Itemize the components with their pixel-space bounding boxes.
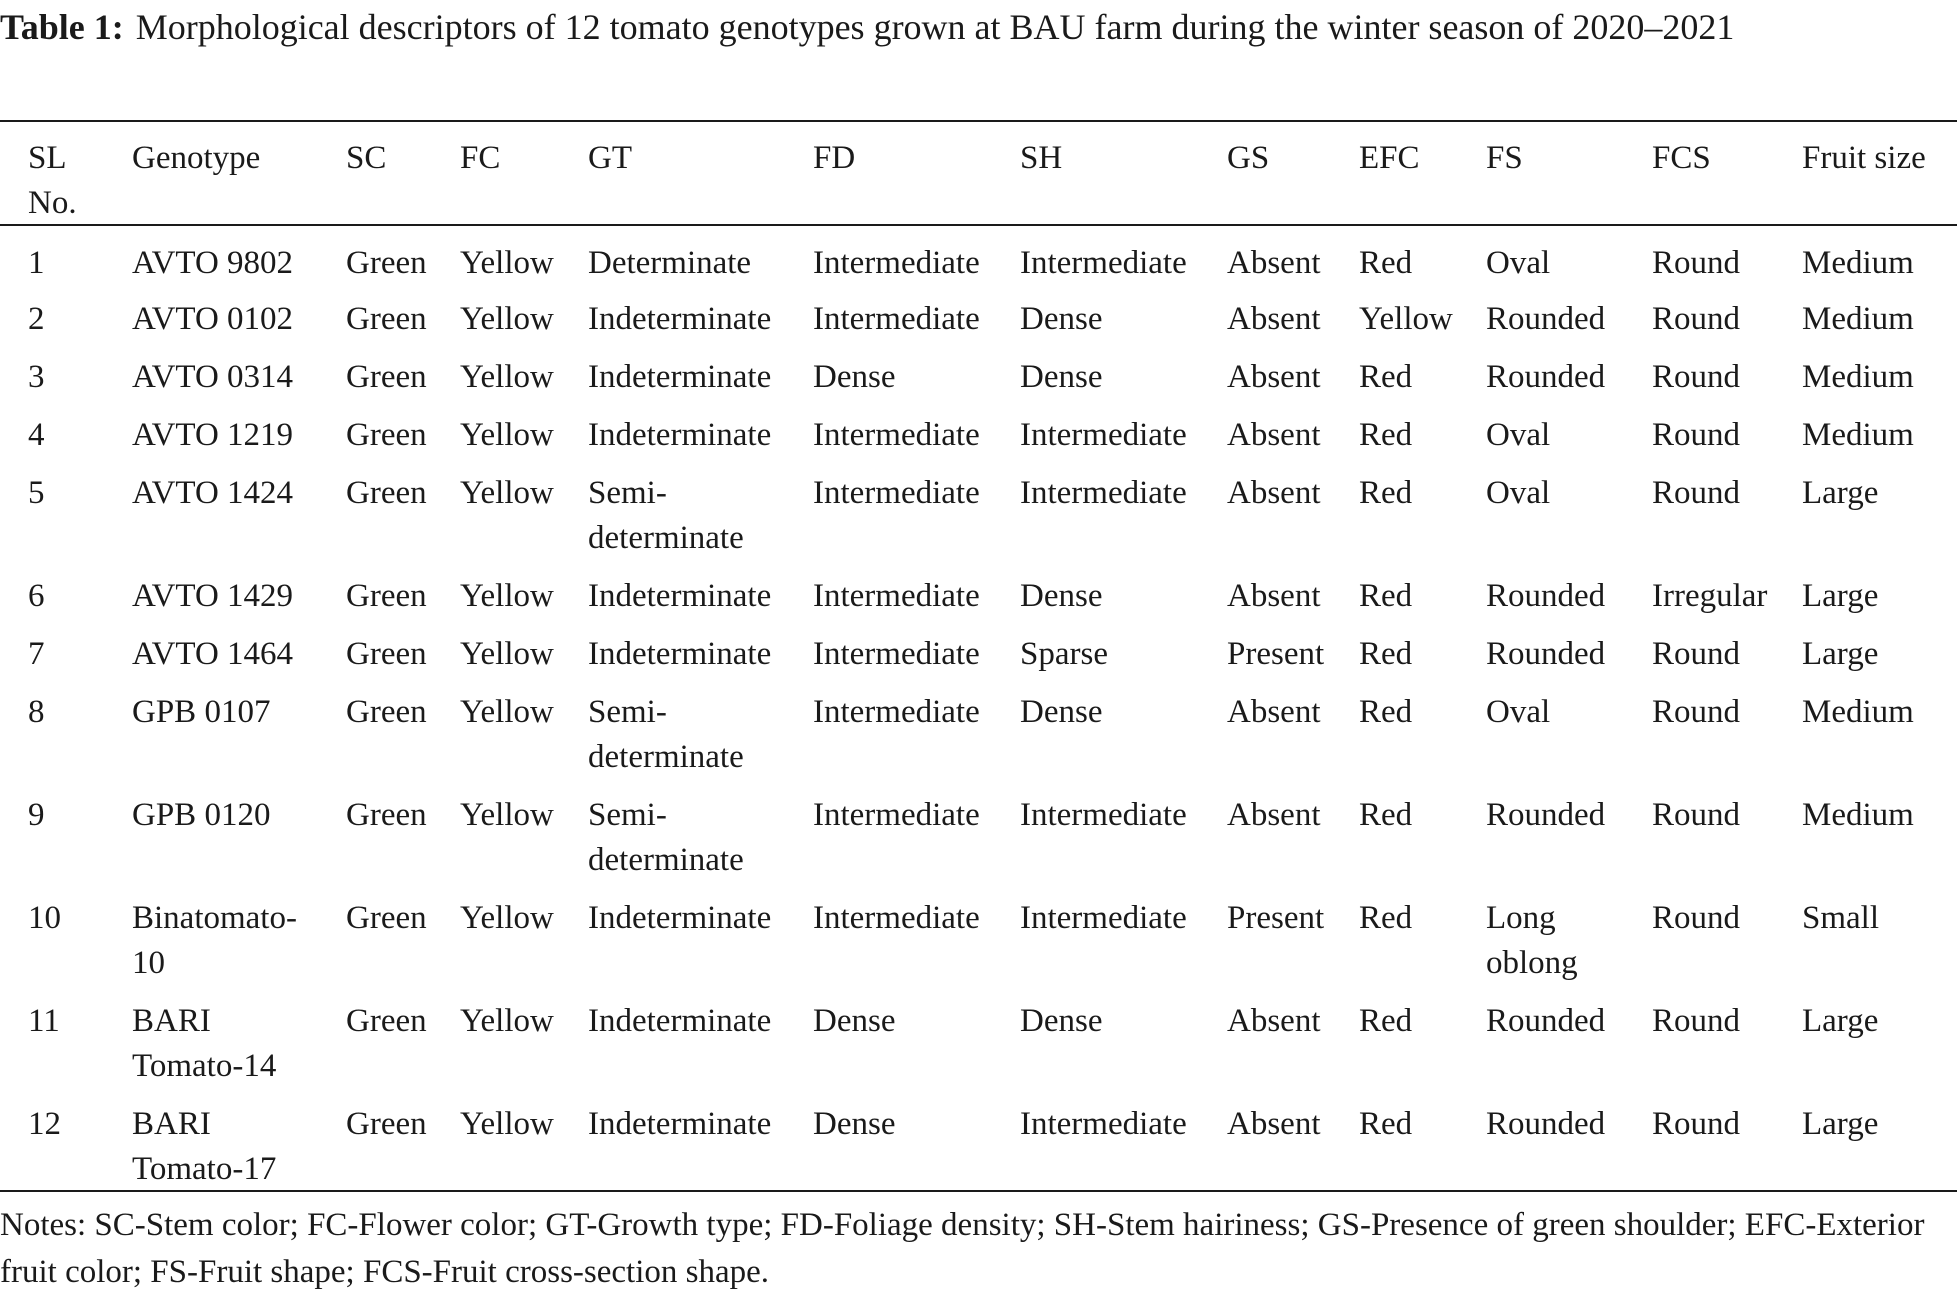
table-cell: Dense	[813, 359, 896, 395]
table-row	[0, 344, 1957, 402]
table-cell: Intermediate	[1020, 245, 1187, 281]
table-cell: Rounded	[1486, 359, 1606, 395]
table-cell: Round	[1652, 245, 1741, 281]
table-cell: Green	[346, 1003, 427, 1039]
table-cell: Small	[1802, 900, 1880, 936]
table-cell: Large	[1802, 578, 1879, 614]
table-cell: Green	[346, 359, 427, 395]
table-cell: 8	[28, 694, 45, 730]
table-cell: Green	[346, 417, 427, 453]
table-cell: Red	[1359, 900, 1413, 936]
table-cell: Yellow	[460, 578, 554, 614]
table-row	[0, 563, 1957, 621]
table-row	[0, 885, 1957, 988]
table-row	[0, 988, 1957, 1091]
table-cell: Medium	[1802, 797, 1914, 833]
table-cell: Intermediate	[813, 797, 980, 833]
table-cell: Yellow	[460, 797, 554, 833]
table-cell: Dense	[813, 1003, 896, 1039]
table-cell: Absent	[1227, 245, 1321, 281]
table-cell: Present	[1227, 900, 1325, 936]
table-cell: Oval	[1486, 475, 1551, 511]
table-cell: Indeterminate	[588, 1003, 772, 1039]
table-cell: Dense	[1020, 578, 1103, 614]
table-cell: BARI Tomato-14	[132, 1003, 277, 1084]
table-cell: Medium	[1802, 245, 1914, 281]
table-cell: Yellow	[460, 417, 554, 453]
table-cell: Intermediate	[813, 245, 980, 281]
table-cell: Red	[1359, 359, 1413, 395]
table-caption-label: Table 1:	[0, 7, 124, 47]
table-cell: Rounded	[1486, 1106, 1606, 1142]
column-header: FC	[460, 140, 501, 176]
table-cell: Yellow	[460, 900, 554, 936]
table-cell: Green	[346, 694, 427, 730]
table-cell: Yellow	[460, 1106, 554, 1142]
table-cell: Green	[346, 301, 427, 337]
table-cell: Indeterminate	[588, 900, 772, 936]
table-cell: Semi-determinate	[588, 694, 744, 775]
table-header	[0, 124, 1957, 226]
table-cell: 5	[28, 475, 45, 511]
table-cell: Round	[1652, 636, 1741, 672]
table-cell: Dense	[1020, 301, 1103, 337]
table-cell: Sparse	[1020, 636, 1108, 672]
table-row	[0, 286, 1957, 344]
table-cell: Intermediate	[813, 301, 980, 337]
table-cell: Green	[346, 578, 427, 614]
table-cell: Green	[346, 636, 427, 672]
table-cell: Intermediate	[1020, 1106, 1187, 1142]
table-cell: Green	[346, 900, 427, 936]
table-cell: GPB 0107	[132, 694, 271, 730]
table-cell: GPB 0120	[132, 797, 271, 833]
table-cell: Red	[1359, 797, 1413, 833]
table-cell: Large	[1802, 1106, 1879, 1142]
table-body	[0, 226, 1957, 1194]
table-cell: Red	[1359, 245, 1413, 281]
column-header: GT	[588, 140, 632, 176]
table-cell: Rounded	[1486, 1003, 1606, 1039]
table-row	[0, 402, 1957, 460]
table-cell: Dense	[813, 1106, 896, 1142]
table-cell: Intermediate	[1020, 900, 1187, 936]
table-cell: Absent	[1227, 578, 1321, 614]
table-cell: 9	[28, 797, 45, 833]
table-cell: Round	[1652, 1106, 1741, 1142]
column-header: Fruit size	[1802, 140, 1926, 176]
table-cell: Irregular	[1652, 578, 1768, 614]
column-header: SC	[346, 140, 387, 176]
table-row	[0, 621, 1957, 679]
table-row	[0, 1091, 1957, 1194]
table-cell: Red	[1359, 694, 1413, 730]
table-cell: Present	[1227, 636, 1325, 672]
header-row	[0, 124, 1957, 226]
table-cell: 7	[28, 636, 45, 672]
table-cell: Yellow	[460, 1003, 554, 1039]
table-cell: Absent	[1227, 475, 1321, 511]
table-cell: Indeterminate	[588, 636, 772, 672]
table-cell: Dense	[1020, 1003, 1103, 1039]
table-cell: AVTO 0314	[132, 359, 294, 395]
column-header: GS	[1227, 140, 1270, 176]
table-cell: Rounded	[1486, 636, 1606, 672]
column-header: Genotype	[132, 140, 261, 176]
table-cell: Oval	[1486, 245, 1551, 281]
table-cell: Red	[1359, 1003, 1413, 1039]
table-cell: Large	[1802, 636, 1879, 672]
table-cell: Medium	[1802, 301, 1914, 337]
table-cell: 2	[28, 301, 45, 337]
table-cell: Absent	[1227, 301, 1321, 337]
table-cell: Dense	[1020, 359, 1103, 395]
table-cell: Green	[346, 245, 427, 281]
column-header: FS	[1486, 140, 1523, 176]
table-cell: Intermediate	[813, 636, 980, 672]
column-header: FD	[813, 140, 856, 176]
table-cell: Oval	[1486, 417, 1551, 453]
table-cell: 4	[28, 417, 45, 453]
table-cell: Semi-determinate	[588, 797, 744, 878]
table-cell: Intermediate	[813, 694, 980, 730]
table-cell: Large	[1802, 1003, 1879, 1039]
table-cell: Round	[1652, 417, 1741, 453]
table-cell: Rounded	[1486, 301, 1606, 337]
table-cell: AVTO 1219	[132, 417, 294, 453]
table-cell: Long oblong	[1486, 900, 1578, 981]
table-cell: Round	[1652, 475, 1741, 511]
table-cell: Indeterminate	[588, 578, 772, 614]
table-cell: Round	[1652, 900, 1741, 936]
column-header: FCS	[1652, 140, 1711, 176]
table-cell: Yellow	[460, 301, 554, 337]
table-cell: Absent	[1227, 417, 1321, 453]
column-header: SH	[1020, 140, 1063, 176]
table-cell: Yellow	[460, 636, 554, 672]
table-cell: Binatomato-10	[132, 900, 297, 981]
table-cell: Determinate	[588, 245, 752, 281]
table-cell: Indeterminate	[588, 417, 772, 453]
table-caption	[0, 0, 1950, 55]
table-cell: AVTO 9802	[132, 245, 294, 281]
table-cell: Intermediate	[1020, 797, 1187, 833]
table-cell: Medium	[1802, 694, 1914, 730]
table-cell: 6	[28, 578, 45, 614]
table-cell: Absent	[1227, 694, 1321, 730]
table-row	[0, 679, 1957, 782]
column-header: SL No.	[28, 140, 77, 221]
table-cell: Red	[1359, 1106, 1413, 1142]
table-cell: Intermediate	[1020, 475, 1187, 511]
table-cell: Absent	[1227, 1106, 1321, 1142]
table-cell: Round	[1652, 359, 1741, 395]
table-cell: Intermediate	[813, 417, 980, 453]
table-cell: Green	[346, 1106, 427, 1142]
table-cell: 1	[28, 245, 45, 281]
table-cell: Large	[1802, 475, 1879, 511]
table-cell: AVTO 1424	[132, 475, 294, 511]
table-cell: Oval	[1486, 694, 1551, 730]
table-cell: Round	[1652, 1003, 1741, 1039]
table-cell: Indeterminate	[588, 359, 772, 395]
table-cell: Indeterminate	[588, 301, 772, 337]
table-cell: Medium	[1802, 359, 1914, 395]
table-notes: Notes: SC-Stem color; FC-Flower color; GT-Growth type; FD-Foliage density; SH-Stem hairiness; GS-Presence of green shoulder; EFC-Exterior fruit color; FS-Fruit shape; FCS-Fruit cross-section shape.	[0, 1207, 1925, 1290]
table-cell: Intermediate	[813, 578, 980, 614]
table-cell: Intermediate	[1020, 417, 1187, 453]
table-cell: Green	[346, 475, 427, 511]
table-caption-text: Morphological descriptors of 12 tomato genotypes grown at BAU farm during the winter season of 2020–2021	[135, 7, 1735, 47]
column-header: EFC	[1359, 140, 1420, 176]
table-cell: Red	[1359, 417, 1413, 453]
table-cell: Round	[1652, 694, 1741, 730]
table-cell: Yellow	[460, 694, 554, 730]
table-cell: 12	[28, 1106, 61, 1142]
table-cell: Red	[1359, 475, 1413, 511]
table-cell: Red	[1359, 578, 1413, 614]
table-cell: AVTO 1429	[132, 578, 294, 614]
table-cell: 10	[28, 900, 61, 936]
morphology-table	[0, 124, 1957, 1194]
table-cell: Round	[1652, 301, 1741, 337]
table-cell: Absent	[1227, 359, 1321, 395]
table-cell: Yellow	[1359, 301, 1453, 337]
table-row	[0, 460, 1957, 563]
table-cell: BARI Tomato-17	[132, 1106, 277, 1187]
table-cell: Absent	[1227, 797, 1321, 833]
table-cell: Yellow	[460, 245, 554, 281]
table-cell: AVTO 0102	[132, 301, 294, 337]
table-cell: 11	[28, 1003, 60, 1039]
table-cell: Green	[346, 797, 427, 833]
table-cell: Yellow	[460, 475, 554, 511]
table-top-rule	[0, 120, 1957, 122]
table-cell: 3	[28, 359, 45, 395]
table-cell: Rounded	[1486, 578, 1606, 614]
table-cell: Absent	[1227, 1003, 1321, 1039]
table-cell: Intermediate	[813, 900, 980, 936]
table-cell: Medium	[1802, 417, 1914, 453]
table-cell: Intermediate	[813, 475, 980, 511]
table-cell: Dense	[1020, 694, 1103, 730]
table-cell: Rounded	[1486, 797, 1606, 833]
table-cell: AVTO 1464	[132, 636, 294, 672]
table-cell: Yellow	[460, 359, 554, 395]
table-row	[0, 782, 1957, 885]
table-cell: Indeterminate	[588, 1106, 772, 1142]
table-cell: Red	[1359, 636, 1413, 672]
table-cell: Semi-determinate	[588, 475, 744, 556]
table-cell: Round	[1652, 797, 1741, 833]
table-row	[0, 226, 1957, 286]
